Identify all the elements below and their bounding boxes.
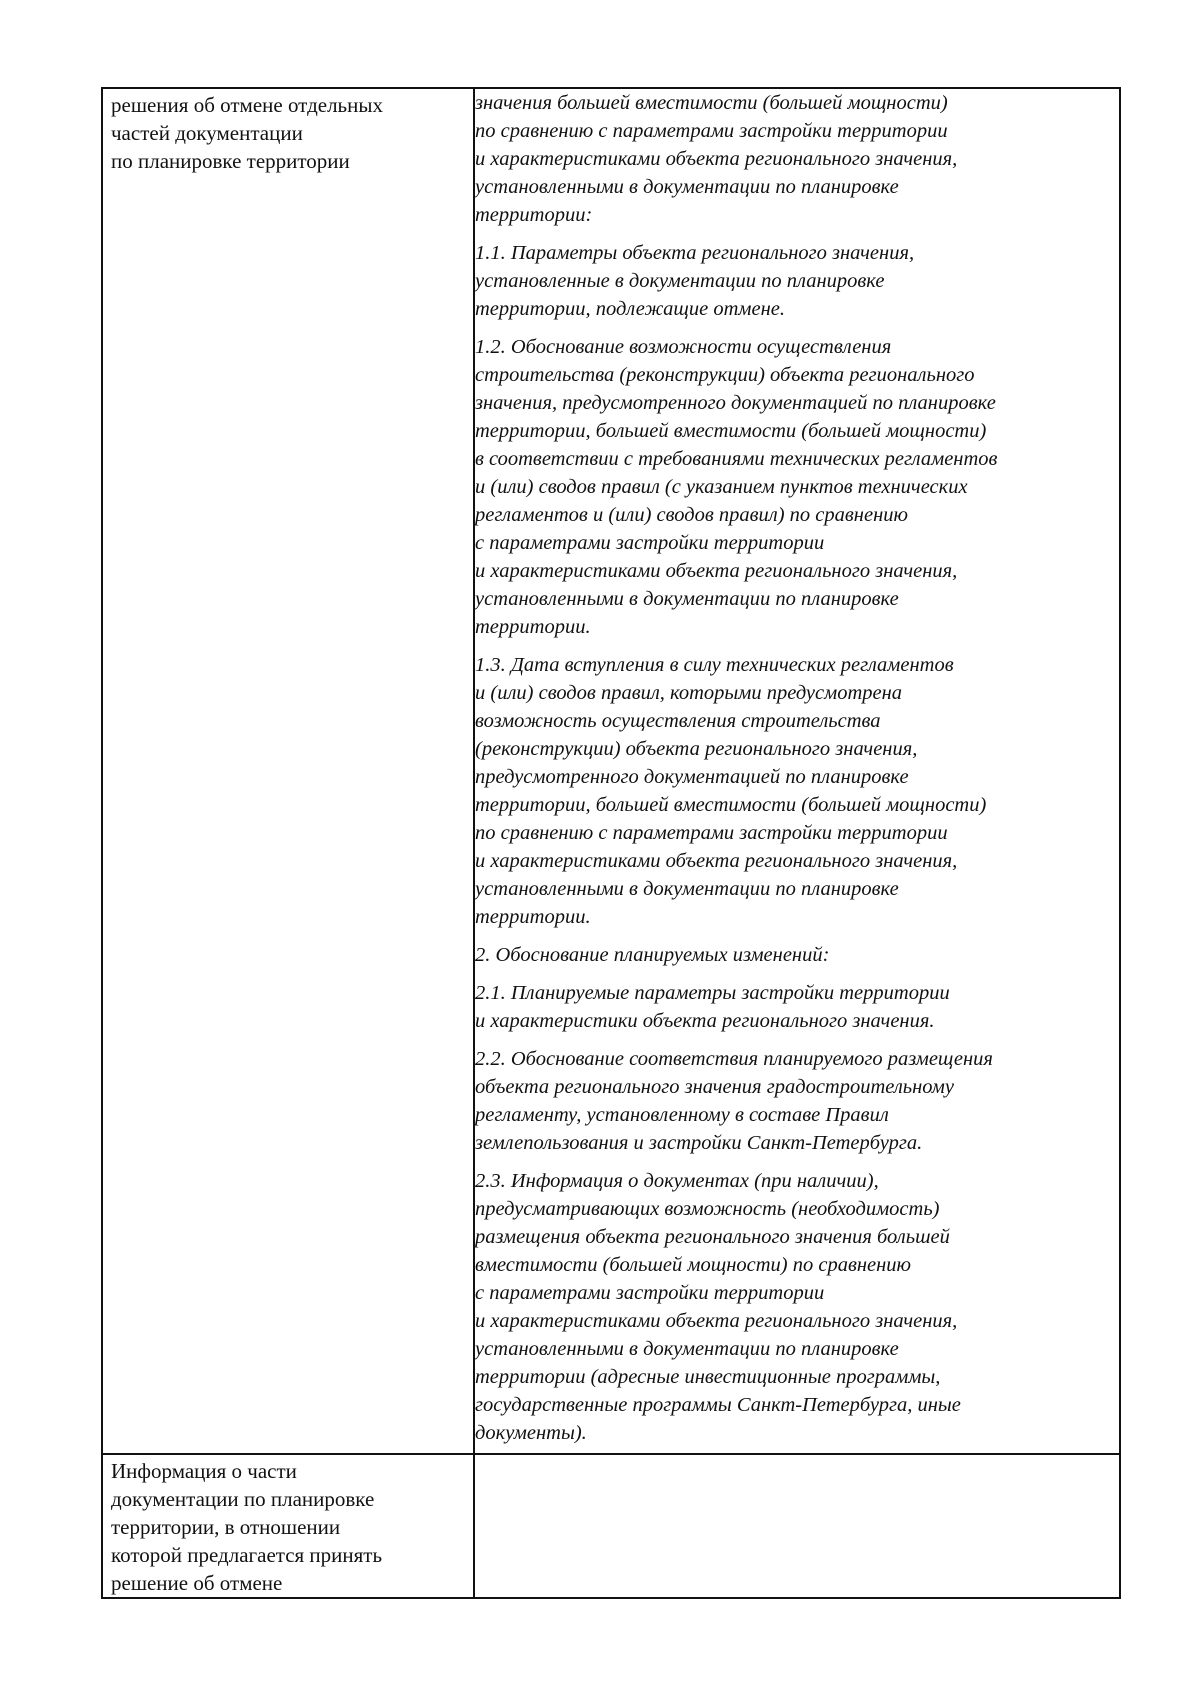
row-label: Информация о части документации по планировке территории, в отношении которой предлагается принять решение об отмене xyxy=(111,1459,383,1595)
paragraph-1-3: 1.3. Дата вступления в силу технических регламентов и (или) сводов правил, которыми предусмотрена возможность осуществления строительства (реконструкции) объекта регионального значения, предусмотренного документацией по планировке территории, большей вместимости (большей мощности) по сравнению с параметрами застройки территории и характеристиками объекта регионального значения, установленными в документации по планировке территории. xyxy=(475,654,987,928)
paragraph-1-2: 1.2. Обоснование возможности осуществления строительства (реконструкции) объекта регионального значения, предусмотренного документацией по планировке территории, большей вместимости (большей мощности) в соответствии с требованиями технических регламентов и (или) сводов правил (с указанием пунктов технических регламентов и (или) сводов правил) по сравнению с параметрами застройки территории и характеристиками объекта регионального значения, установленными в документации по планировке территории. xyxy=(475,336,998,638)
paragraph-intro: значения большей вместимости (большей мощности) по сравнению с параметрами застройки территории и характеристиками объекта регионального значения, установленными в документации по планировке территории: xyxy=(475,92,958,226)
paragraph-2: 2. Обоснование планируемых изменений: xyxy=(475,944,830,966)
paragraph-2-2: 2.2. Обоснование соответствия планируемого размещения объекта регионального значения градостроительному регламенту, установленному в составе Правил землепользования и застройки Санкт-Петербурга. xyxy=(475,1048,993,1154)
empty-value-cell[interactable] xyxy=(474,1454,1120,1598)
table-row xyxy=(102,1454,1120,1598)
paragraph-1-1: 1.1. Параметры объекта регионального значения, установленные в документации по планировке территории, подлежащие отмене. xyxy=(475,242,915,320)
left-cell xyxy=(102,1454,474,1598)
paragraph-2-1: 2.1. Планируемые параметры застройки территории и характеристики объекта регионального значения. xyxy=(475,982,950,1032)
left-cell xyxy=(102,88,474,1454)
row-label: решения об отмене отдельных частей документации по планировке территории xyxy=(111,93,383,173)
paragraph-2-3: 2.3. Информация о документах (при наличии), предусматривающих возможность (необходимость) размещения объекта регионального значения большей вместимости (большей мощности) по сравнению с параметрами застройки территории и характеристиками объекта регионального значения, установленными в документации по планировке территории (адресные инвестиционные программы, государственные программы Санкт-Петербурга, иные документы). xyxy=(475,1170,961,1444)
form-table xyxy=(101,87,1121,1599)
right-cell xyxy=(474,88,1120,1454)
table-row xyxy=(102,88,1120,1454)
